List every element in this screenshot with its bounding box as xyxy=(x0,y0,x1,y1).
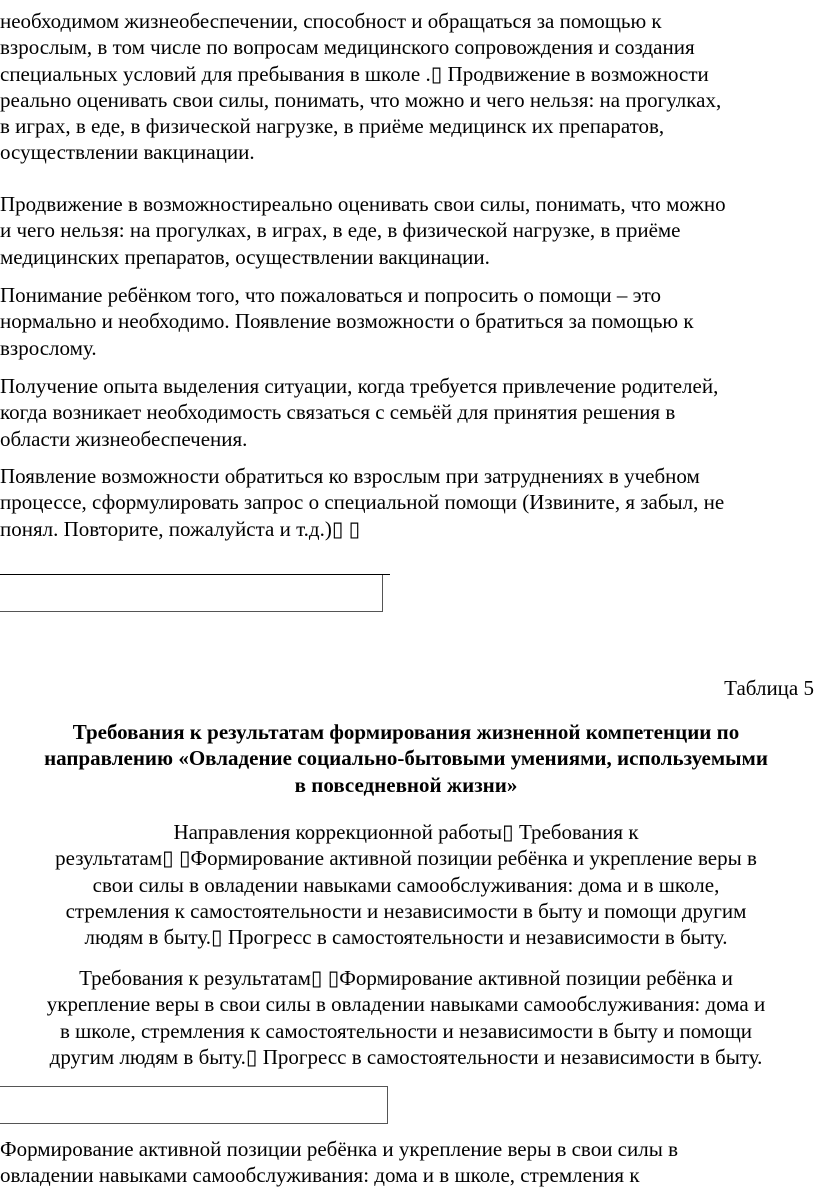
text-line: области жизнеобеспечения. xyxy=(0,426,248,451)
text-line: взрослому. xyxy=(0,335,97,360)
text-line: другим людям в быту.▯ Прогресс в самостоятельности и независимости в быту. xyxy=(49,1044,763,1069)
table-label: Таблица 5 xyxy=(724,676,814,700)
text-line: Понимание ребёнком того, что пожаловаться и попросить о помощи – это xyxy=(0,283,662,307)
text-line: когда возникает необходимость связаться с семьёй для принятия решения в xyxy=(0,400,676,425)
text-line: осуществлении вакцинации. xyxy=(0,140,255,165)
text-line: направлению «Овладение социально-бытовыми умениями, используемыми xyxy=(44,746,768,771)
text-line: и чего нельзя: на прогулках, в играх, в еде, в физической нагрузке, в приёме xyxy=(0,218,681,243)
text-line: реально оценивать свои силы, понимать, что можно и чего нельзя: на прогулках, xyxy=(0,87,722,112)
text-line: свои силы в овладении навыками самообслуживания: дома и в школе, xyxy=(92,872,720,897)
table-cell-text-1 xyxy=(0,819,812,950)
paragraph-1 xyxy=(0,8,812,166)
text-line: укрепление веры в свои силы в овладении навыками самообслуживания: дома и xyxy=(46,992,766,1017)
text-line: в повседневной жизни» xyxy=(294,772,518,797)
table-rule xyxy=(0,574,390,575)
text-line: в школе, стремления к самостоятельности и независимости в быту и помощи xyxy=(59,1018,753,1043)
text-line: процессе, сформулировать запрос о специальной помощи (Извините, я забыл, не xyxy=(0,490,725,515)
table-cell-text-2 xyxy=(0,965,812,1070)
text-line: результатам▯ ▯Формирование активной позиции ребёнка и укрепление веры в xyxy=(55,846,757,871)
text-line: Получение опыта выделения ситуации, когда требуется привлечение родителей, xyxy=(0,374,719,398)
text-line: понял. Повторите, пожалуйста и т.д.)▯ ▯ xyxy=(0,516,361,541)
text-line: медицинских препаратов, осуществлении вакцинации. xyxy=(0,244,490,269)
text-line: Появление возможности обратиться ко взрослым при затруднениях в учебном xyxy=(0,464,700,488)
text-line: Направления коррекционной работы▯ Требования к xyxy=(173,820,639,844)
text-line: овладении навыками самообслуживания: дома и в школе, стремления к xyxy=(0,1163,640,1187)
text-line: Продвижение в возможностиреально оценивать свои силы, понимать, что можно xyxy=(0,192,726,216)
text-line: людям в быту.▯ Прогресс в самостоятельности и независимости в быту. xyxy=(84,925,728,950)
empty-table-box-2 xyxy=(0,1086,388,1124)
empty-table-box-1 xyxy=(0,574,383,612)
text-line: Формирование активной позиции ребёнка и укрепление веры в свои силы в xyxy=(0,1137,678,1161)
paragraph-4 xyxy=(0,373,812,452)
text-line: Требования к результатам▯ ▯Формирование активной позиции ребёнка и xyxy=(79,966,733,990)
text-line: необходимом жизнеобеспечении, способност и обращаться за помощью к xyxy=(0,9,662,33)
text-line: стремления к самостоятельности и независимости в быту и помощи другим xyxy=(65,898,747,923)
paragraph-3 xyxy=(0,282,812,361)
paragraph-2 xyxy=(0,191,812,270)
text-line: в играх, в еде, в физической нагрузке, в приёме медицинск их препаратов, xyxy=(0,114,665,139)
text-line: взрослым, в том числе по вопросам медицинского сопровождения и создания xyxy=(0,35,695,60)
paragraph-5 xyxy=(0,463,812,542)
text-line: нормально и необходимо. Появление возможности о братиться за помощью к xyxy=(0,309,694,334)
text-line: специальных условий для пребывания в школе .▯ Продвижение в возможности xyxy=(0,61,709,86)
table-heading xyxy=(0,719,812,798)
text-line: Требования к результатам формирования жизненной компетенции по xyxy=(72,720,740,744)
paragraph-6 xyxy=(0,1136,812,1187)
